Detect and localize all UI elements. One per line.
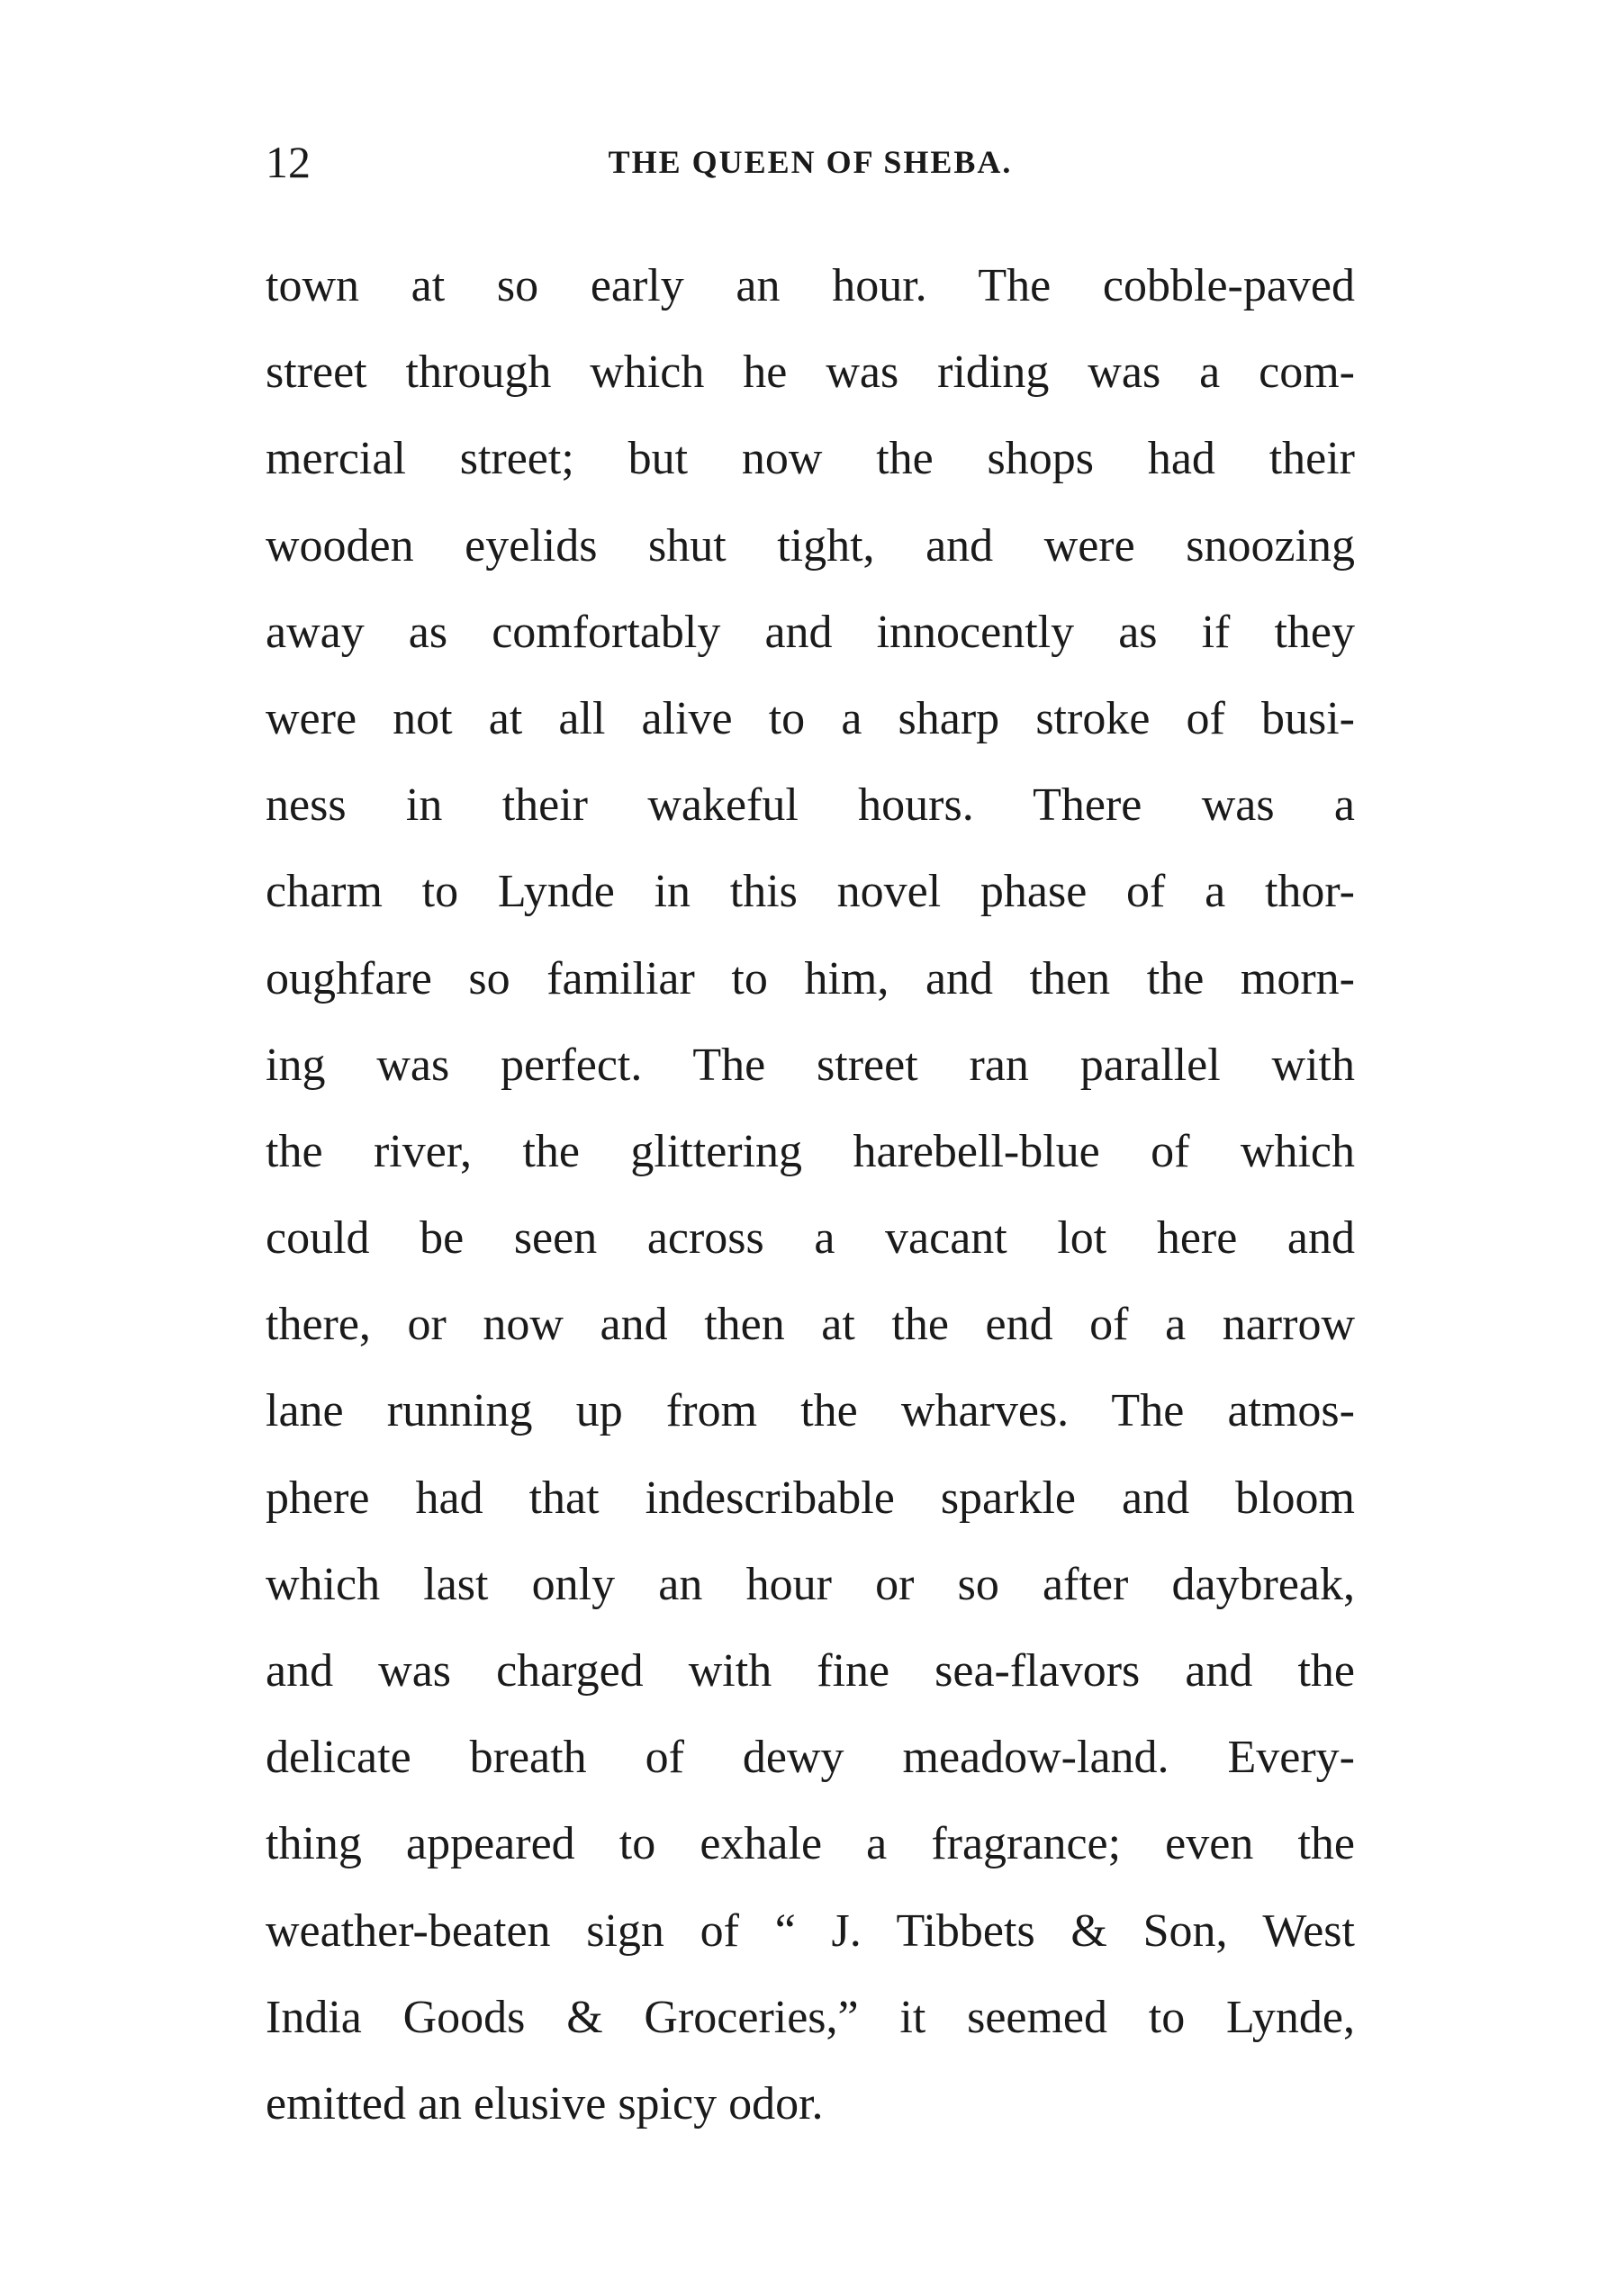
text-line: emitted an elusive spicy odor. (266, 2077, 824, 2129)
running-title: THE QUEEN OF SHEBA. (608, 144, 1013, 180)
text-line: ness in their wakeful hours. There was a (266, 779, 1355, 832)
text-line: town at so early an hour. The cobble-paved (266, 260, 1355, 311)
text-line: India Goods & Groceries,” it seemed to Lynde, (266, 1991, 1355, 2043)
text-line: and was charged with fine sea-flavors and the (266, 1645, 1355, 1697)
text-line: lane running up from the wharves. The atmos- (266, 1385, 1355, 1437)
text-line: could be seen across a vacant lot here and (266, 1212, 1355, 1265)
text-line: wooden eyelids shut tight, and were snoozing (266, 519, 1355, 572)
text-line: the river, the glittering harebell-blue of which (266, 1125, 1355, 1177)
text-line: there, or now and then at the end of a narrow (266, 1299, 1355, 1351)
text-line: were not at all alive to a sharp stroke of busi- (266, 692, 1355, 744)
text-line: weather-beaten sign of “ J. Tibbets & Son, West (266, 1904, 1355, 1957)
text-line: oughfare so familiar to him, and then the morn- (266, 952, 1355, 1004)
page-number: 12 (266, 137, 311, 187)
text-line: delicate breath of dewy meadow-land. Every- (266, 1732, 1355, 1784)
text-line: street through which he was riding was a com- (266, 347, 1355, 399)
running-head (266, 126, 1355, 198)
text-line: mercial street; but now the shops had their (266, 433, 1355, 485)
text-line: which last only an hour or so after daybreak, (266, 1558, 1355, 1610)
text-line: thing appeared to exhale a fragrance; even the (266, 1818, 1355, 1870)
text-line: away as comfortably and innocently as if they (266, 606, 1355, 658)
text-line: charm to Lynde in this novel phase of a thor- (266, 866, 1355, 918)
text-line: ing was perfect. The street ran parallel with (266, 1039, 1355, 1091)
body-text (266, 243, 1355, 2147)
text-line: phere had that indescribable sparkle and bloom (266, 1472, 1355, 1524)
